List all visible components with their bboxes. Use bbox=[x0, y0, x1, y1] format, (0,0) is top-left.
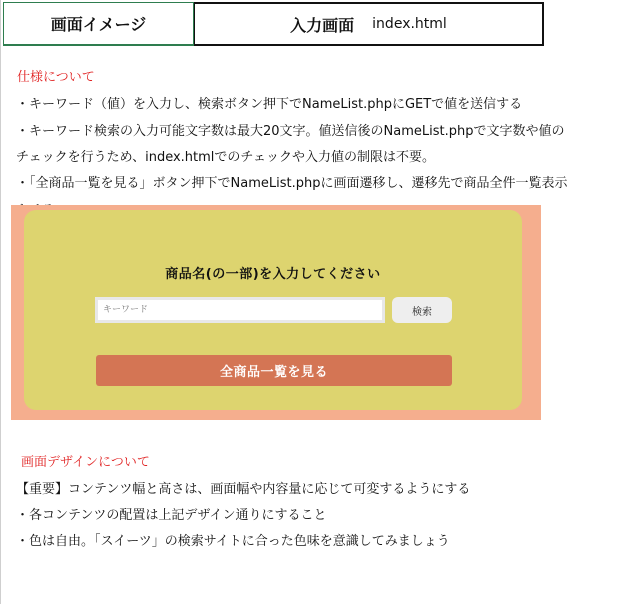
header-table bbox=[3, 2, 544, 46]
left-border-line bbox=[0, 0, 1, 604]
design-line-1: 【重要】コンテンツ幅と高さは、画面幅や内容量に応じて可変するようにする bbox=[16, 482, 471, 497]
search-card bbox=[24, 210, 522, 410]
all-products-button[interactable]: 全商品一覧を見る bbox=[96, 355, 452, 386]
design-section-title: 画面デザインについて bbox=[21, 455, 150, 470]
search-button[interactable]: 検索 bbox=[392, 297, 452, 323]
spec-section-title: 仕様について bbox=[17, 70, 95, 85]
spec-line-2: ・キーワード検索の入力可能文字数は最大20文字。値送信後のNameList.phpで文字数や値の bbox=[16, 124, 565, 139]
mockup-frame bbox=[11, 205, 541, 420]
file-name-label: index.html bbox=[372, 16, 447, 32]
spec-line-4: ・「全商品一覧を見る」ボタン押下でNameList.phpに画面遷移し、遷移先で商品全件一覧表示 bbox=[16, 176, 568, 191]
screen-image-cell bbox=[3, 2, 194, 46]
input-screen-label: 入力画面 bbox=[290, 15, 355, 35]
spec-line-3: チェックを行うため、index.htmlでのチェックや入力値の制限は不要。 bbox=[16, 150, 436, 165]
keyword-search-input[interactable] bbox=[95, 297, 385, 323]
design-line-2: ・各コンテンツの配置は上記デザイン通りにすること bbox=[16, 508, 327, 523]
screen-image-label: 画面イメージ bbox=[50, 15, 147, 34]
search-prompt: 商品名(の一部)を入力してください bbox=[165, 267, 381, 282]
design-line-3: ・色は自由。「スイーツ」の検索サイトに合った色味を意識してみましょう bbox=[16, 534, 450, 549]
spec-line-1: ・キーワード（値）を入力し、検索ボタン押下でNameList.phpにGETで値を送信する bbox=[16, 97, 523, 112]
input-screen-cell bbox=[194, 2, 544, 46]
